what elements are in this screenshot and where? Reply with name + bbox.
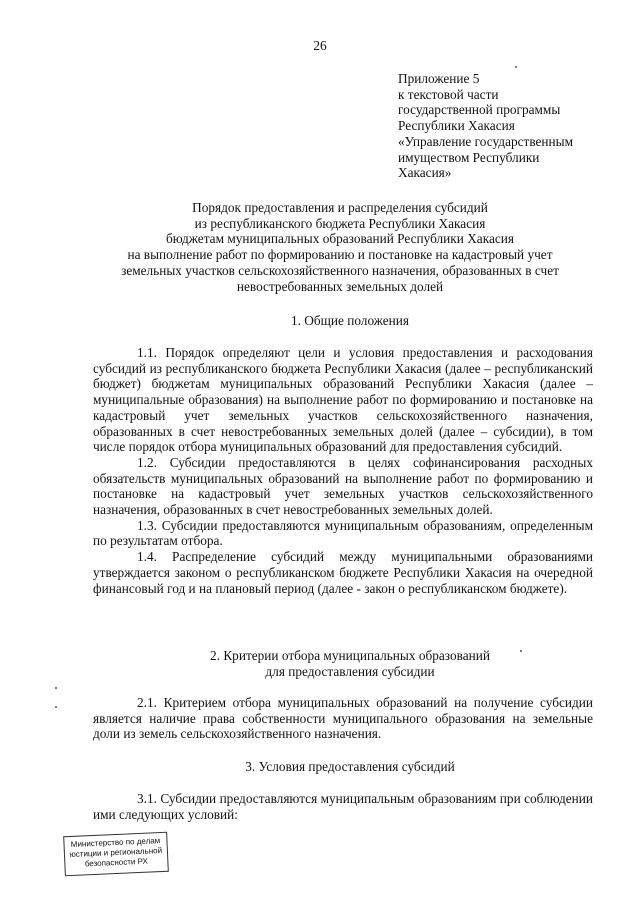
appendix-line: государственной программы <box>398 102 561 118</box>
appendix-line: Приложение 5 <box>398 71 480 86</box>
paragraph-1-4: 1.4. Распределение субсидий между муниципальными образованиями утверждается законом о республиканском бюджете Республики Хакасия на очередной финансовый год и на плановый период (далее - закон о республиканском бюджете). <box>93 549 593 596</box>
section-2-heading <box>60 648 640 679</box>
title-line: на выполнение работ по формированию и постановке на кадастровый учет <box>127 247 553 263</box>
paragraph-1-2: 1.2. Субсидии предоставляются в целях софинансирования расходных обязательств муниципальных образований на выполнение работ по формированию и постановке на кадастровый учет земельных участков сельскохозяйственного назначения, образованных в счет невостребованных земельных долей. <box>93 454 593 518</box>
section-3-body <box>93 791 593 822</box>
stamp-line: юстиции и региональной <box>69 845 163 860</box>
title-line: бюджетам муниципальных образований Республики Хакасия <box>166 231 514 247</box>
scan-speck <box>520 650 522 652</box>
paragraph-3-1: 3.1. Субсидии предоставляются муниципальным образованиям при соблюдении ими следующих условий: <box>93 791 593 822</box>
appendix-line: имуществом Республики <box>398 149 540 165</box>
appendix-line: «Управление государственным <box>398 133 574 149</box>
title-line: невостребованных земельных долей <box>236 278 444 294</box>
stamp-line: Министерство по делам <box>70 836 161 849</box>
section-1-body <box>93 345 593 596</box>
scan-speck <box>515 66 517 68</box>
paragraph-1-3: 1.3. Субсидии предоставляются муниципальным образованиям, определенным по результатам отбора. <box>93 517 593 549</box>
section-2-body <box>93 695 593 742</box>
ministry-stamp <box>63 832 169 876</box>
scan-speck <box>55 706 57 708</box>
scan-speck <box>55 687 57 689</box>
title-line: из республиканского бюджета Республики Хакасия <box>194 215 486 231</box>
page-number: 26 <box>313 38 327 53</box>
section-2-heading-line: для предоставления субсидии <box>265 663 435 679</box>
paragraph-1-1: 1.1. Порядок определяют цели и условия предоставления и расходования субсидий из республиканского бюджета Республики Хакасия (далее – республиканский бюджет) бюджетам муниципальных образований Республики Хакасия (далее – муниципальные образования) на выполнение работ по формированию и постановке на кадастровый учет земельных участков сельскохозяйственного назначения, образованных в счет невостребованных земельных долей (далее – субсидии), в том числе порядок отбора муниципальных образований для предоставления субсидий. <box>93 345 593 455</box>
section-2-heading-line: 2. Критерии отбора муниципальных образований <box>210 648 490 663</box>
appendix-line: Хакасия» <box>398 165 452 181</box>
title-line: земельных участков сельскохозяйственного назначения, образованных в счет <box>121 262 559 278</box>
document-title <box>80 200 600 294</box>
section-3-heading: 3. Условия предоставления субсидий <box>245 759 455 774</box>
appendix-note <box>398 71 608 181</box>
stamp-line: безопасности РХ <box>84 856 149 869</box>
appendix-line: к текстовой части <box>398 86 499 102</box>
section-1-heading: 1. Общие положения <box>290 313 410 328</box>
paragraph-2-1: 2.1. Критерием отбора муниципальных образований на получение субсидии является наличие права собственности муниципального образования на земельные доли из земель сельскохозяйственного назначения. <box>93 695 593 742</box>
title-line: Порядок предоставления и распределения субсидий <box>192 200 488 215</box>
appendix-line: Республики Хакасия <box>398 118 515 134</box>
